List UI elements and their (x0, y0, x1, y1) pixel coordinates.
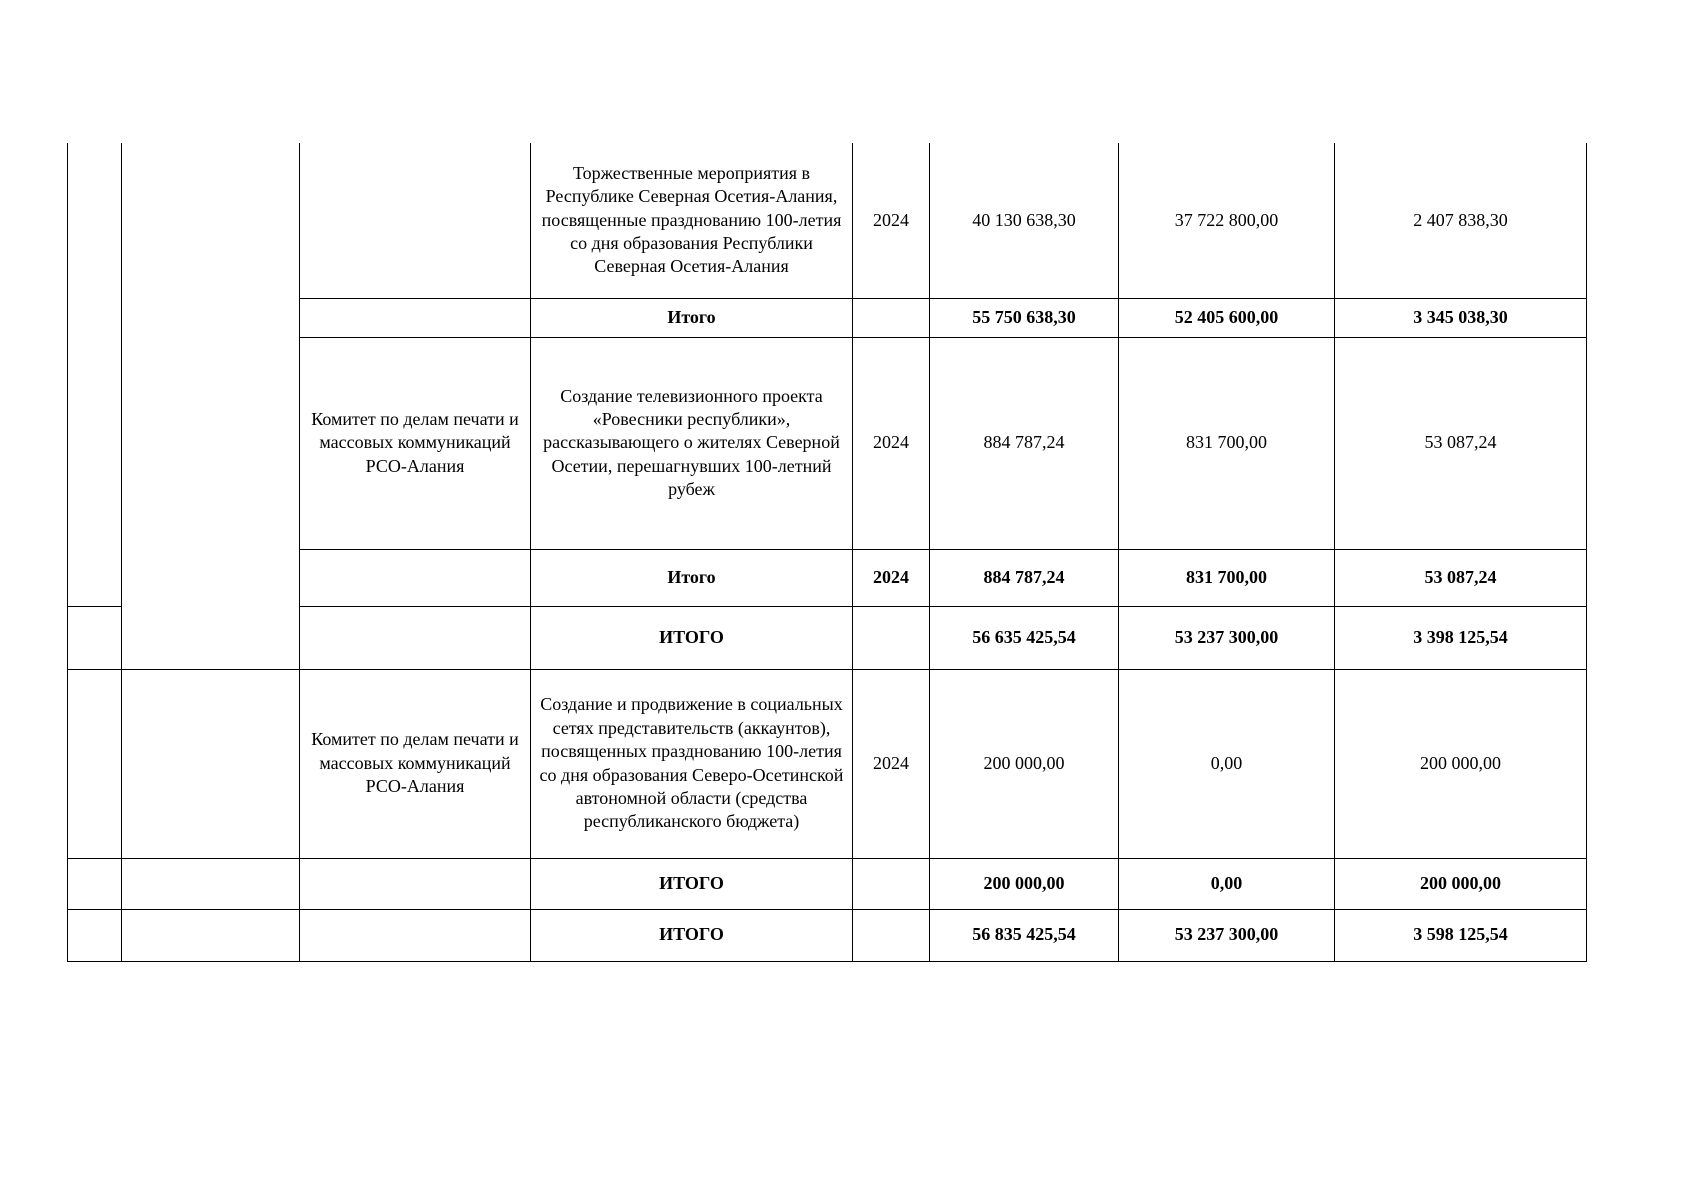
number-cell (68, 909, 122, 961)
republic-amount-cell: 53 087,24 (1335, 337, 1587, 549)
organization-cell: Комитет по делам печати и массовых коммуникаций РСО-Алания (300, 337, 531, 549)
federal-amount-cell: 37 722 800,00 (1119, 143, 1335, 298)
year-cell: 2024 (853, 337, 930, 549)
program-cell (122, 669, 300, 858)
total-amount-cell: 55 750 638,30 (930, 298, 1119, 337)
federal-amount-cell: 53 237 300,00 (1119, 606, 1335, 669)
republic-amount-cell: 200 000,00 (1335, 669, 1587, 858)
federal-amount-cell: 0,00 (1119, 669, 1335, 858)
year-cell: 2024 (853, 143, 930, 298)
year-cell (853, 298, 930, 337)
federal-amount-cell: 53 237 300,00 (1119, 909, 1335, 961)
total-amount-cell: 40 130 638,30 (930, 143, 1119, 298)
year-cell (853, 858, 930, 909)
program-cell (122, 143, 300, 669)
organization-cell (300, 549, 531, 606)
subtotal-label: Итого (531, 298, 853, 337)
organization-cell (300, 298, 531, 337)
republic-amount-cell: 3 598 125,54 (1335, 909, 1587, 961)
republic-amount-cell: 200 000,00 (1335, 858, 1587, 909)
total-amount-cell: 200 000,00 (930, 669, 1119, 858)
number-cell (68, 669, 122, 858)
number-cell (68, 606, 122, 669)
event-cell: Торжественные мероприятия в Республике Северная Осетия-Алания, посвященные празднованию 100-летия со дня образования Республики Северная Осетия-Алания (531, 143, 853, 298)
year-cell (853, 606, 930, 669)
federal-amount-cell: 831 700,00 (1119, 549, 1335, 606)
republic-amount-cell: 2 407 838,30 (1335, 143, 1587, 298)
total-label: ИТОГО (531, 858, 853, 909)
table-row-total (68, 858, 1587, 909)
year-cell: 2024 (853, 549, 930, 606)
total-amount-cell: 56 635 425,54 (930, 606, 1119, 669)
federal-amount-cell: 52 405 600,00 (1119, 298, 1335, 337)
year-cell (853, 909, 930, 961)
republic-amount-cell: 3 398 125,54 (1335, 606, 1587, 669)
program-cell (122, 909, 300, 961)
organization-cell (300, 858, 531, 909)
total-amount-cell: 200 000,00 (930, 858, 1119, 909)
event-cell: Создание и продвижение в социальных сетях представительств (аккаунтов), посвященных празднованию 100-летия со дня образования Северо-Осетинской автономной области (средства республиканского бюджета) (531, 669, 853, 858)
total-amount-cell: 884 787,24 (930, 549, 1119, 606)
grand-total-label: ИТОГО (531, 909, 853, 961)
number-cell (68, 858, 122, 909)
budget-table (67, 143, 1587, 962)
number-cell (68, 143, 122, 606)
organization-cell (300, 143, 531, 298)
republic-amount-cell: 3 345 038,30 (1335, 298, 1587, 337)
table-row-grand-total (68, 909, 1587, 961)
table-row (68, 143, 1587, 298)
total-amount-cell: 884 787,24 (930, 337, 1119, 549)
republic-amount-cell: 53 087,24 (1335, 549, 1587, 606)
organization-cell: Комитет по делам печати и массовых коммуникаций РСО-Алания (300, 669, 531, 858)
table-row (68, 669, 1587, 858)
federal-amount-cell: 0,00 (1119, 858, 1335, 909)
organization-cell (300, 909, 531, 961)
total-label: ИТОГО (531, 606, 853, 669)
year-cell: 2024 (853, 669, 930, 858)
subtotal-label: Итого (531, 549, 853, 606)
total-amount-cell: 56 835 425,54 (930, 909, 1119, 961)
program-cell (122, 858, 300, 909)
event-cell: Создание телевизионного проекта «Ровесники республики», рассказывающего о жителях Северной Осетии, перешагнувших 100-летний рубеж (531, 337, 853, 549)
organization-cell (300, 606, 531, 669)
federal-amount-cell: 831 700,00 (1119, 337, 1335, 549)
